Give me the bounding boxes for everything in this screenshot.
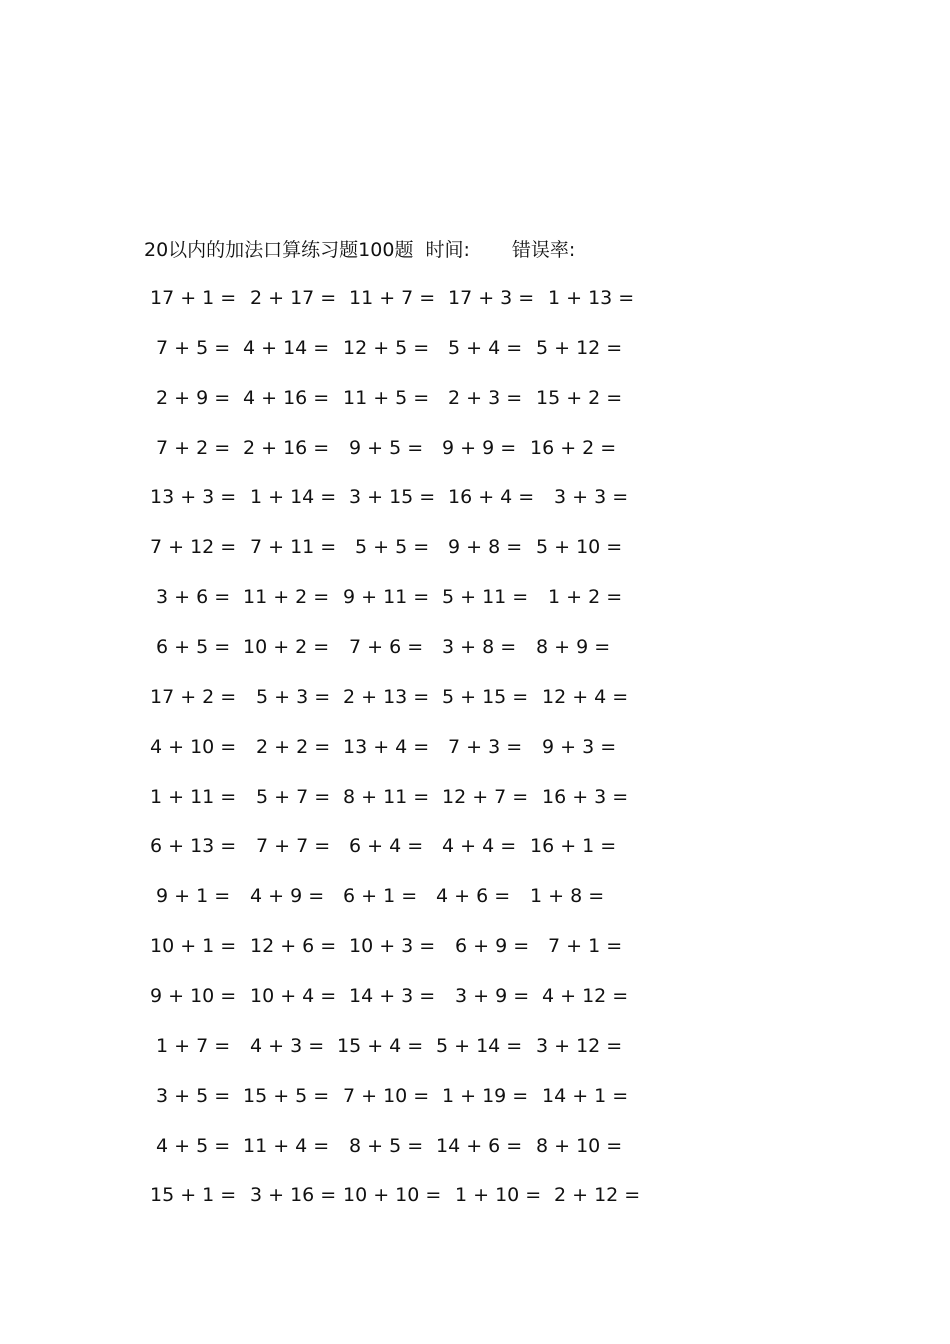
problem-cell: 4 + 14 = [243,336,330,359]
problem-cell: 15 + 4 = [337,1034,424,1057]
problem-cell: 1 + 14 = [250,486,337,509]
problem-cell: 4 + 12 = [542,984,629,1007]
problem-cell: 1 + 7 = [156,1034,231,1057]
problem-row [0,782,950,812]
problem-row [0,881,950,911]
problem-cell: 12 + 5 = [343,336,430,359]
problem-cell: 14 + 3 = [349,984,436,1007]
problem-cell: 1 + 8 = [530,885,605,908]
problem-cell: 7 + 5 = [156,336,231,359]
problem-cell: 11 + 2 = [243,586,330,609]
problem-row [0,1031,950,1061]
problem-row [0,433,950,463]
problem-row [0,333,950,363]
problem-cell: 5 + 3 = [256,685,331,708]
problem-cell: 11 + 7 = [349,287,436,309]
problem-cell: 4 + 6 = [436,885,511,908]
problem-cell: 3 + 6 = [156,586,231,609]
problem-cell: 15 + 5 = [243,1084,330,1107]
problem-cell: 7 + 7 = [256,835,331,858]
problem-cell: 3 + 8 = [442,636,517,658]
problem-cell: 5 + 12 = [536,336,623,359]
problem-cell: 8 + 5 = [349,1134,424,1157]
problem-cell: 8 + 9 = [536,636,611,658]
problem-cell: 7 + 6 = [349,636,424,658]
problem-cell: 5 + 11 = [442,586,529,609]
problem-cell: 2 + 17 = [250,287,337,309]
problem-cell: 9 + 10 = [150,984,237,1007]
problem-cell: 16 + 3 = [542,785,629,808]
problem-cell: 4 + 9 = [250,885,325,908]
problem-cell: 11 + 4 = [243,1134,330,1157]
problem-cell: 5 + 10 = [536,536,623,559]
time-label: 时间: [425,239,470,261]
problem-cell: 3 + 5 = [156,1084,231,1107]
error-rate-label: 错误率: [511,239,576,261]
problem-row [0,482,950,512]
problem-cell: 4 + 4 = [442,835,517,858]
problem-cell: 3 + 16 = [250,1184,337,1207]
problem-cell: 3 + 15 = [349,486,436,509]
problem-cell: 15 + 1 = [150,1184,237,1207]
problem-cell: 3 + 3 = [554,486,629,509]
problem-row [0,732,950,762]
problem-row [0,582,950,612]
problem-cell: 5 + 5 = [355,536,430,559]
problem-cell: 4 + 3 = [250,1034,325,1057]
problem-cell: 12 + 4 = [542,685,629,708]
problem-cell: 1 + 2 = [548,586,623,609]
problem-cell: 9 + 3 = [542,735,617,758]
problem-cell: 6 + 5 = [156,636,231,658]
problem-row [0,831,950,861]
problem-cell: 2 + 3 = [448,386,523,409]
problem-cell: 16 + 1 = [530,835,617,858]
problem-cell: 2 + 12 = [554,1184,641,1207]
problem-row [0,383,950,413]
problem-cell: 1 + 11 = [150,785,237,808]
problem-cell: 13 + 4 = [343,735,430,758]
problem-cell: 12 + 7 = [442,785,529,808]
problem-cell: 3 + 9 = [455,984,530,1007]
problem-cell: 1 + 13 = [548,287,635,309]
worksheet-title: 20以内的加法口算练习题100题 [144,239,414,261]
problem-cell: 16 + 4 = [448,486,535,509]
problem-row [0,931,950,961]
problem-cell: 5 + 15 = [442,685,529,708]
problem-cell: 17 + 1 = [150,287,237,309]
problem-cell: 2 + 13 = [343,685,430,708]
problem-cell: 2 + 16 = [243,436,330,459]
problem-cell: 4 + 10 = [150,735,237,758]
problem-cell: 7 + 2 = [156,436,231,459]
problem-cell: 12 + 6 = [250,935,337,958]
problem-cell: 7 + 3 = [448,735,523,758]
problem-cell: 9 + 5 = [349,436,424,459]
problem-cell: 10 + 10 = [343,1184,442,1207]
problem-row [0,1180,950,1210]
problem-cell: 14 + 1 = [542,1084,629,1107]
problem-row [0,532,950,562]
problem-cell: 10 + 2 = [243,636,330,658]
problem-cell: 8 + 10 = [536,1134,623,1157]
problem-cell: 7 + 1 = [548,935,623,958]
problem-row [0,1081,950,1111]
problem-cell: 16 + 2 = [530,436,617,459]
problem-cell: 9 + 1 = [156,885,231,908]
problem-cell: 3 + 12 = [536,1034,623,1057]
problem-cell: 1 + 19 = [442,1084,529,1107]
problem-cell: 10 + 4 = [250,984,337,1007]
problem-cell: 10 + 1 = [150,935,237,958]
problem-cell: 8 + 11 = [343,785,430,808]
problem-cell: 7 + 12 = [150,536,237,559]
problem-cell: 6 + 9 = [455,935,530,958]
problem-cell: 11 + 5 = [343,386,430,409]
problem-cell: 7 + 11 = [250,536,337,559]
problem-cell: 6 + 1 = [343,885,418,908]
problem-cell: 17 + 3 = [448,287,535,309]
problem-cell: 14 + 6 = [436,1134,523,1157]
problem-row [0,283,950,313]
problem-cell: 2 + 9 = [156,386,231,409]
problem-row [0,682,950,712]
problem-cell: 10 + 3 = [349,935,436,958]
problem-cell: 9 + 11 = [343,586,430,609]
problem-cell: 7 + 10 = [343,1084,430,1107]
problem-cell: 4 + 16 = [243,386,330,409]
problem-cell: 17 + 2 = [150,685,237,708]
problem-cell: 9 + 8 = [448,536,523,559]
problem-cell: 6 + 13 = [150,835,237,858]
problem-cell: 9 + 9 = [442,436,517,459]
problem-cell: 5 + 14 = [436,1034,523,1057]
problem-cell: 2 + 2 = [256,735,331,758]
problem-row [0,632,950,662]
problem-cell: 5 + 4 = [448,336,523,359]
problem-cell: 5 + 7 = [256,785,331,808]
problem-row [0,981,950,1011]
problem-row [0,1131,950,1161]
problem-cell: 1 + 10 = [455,1184,542,1207]
problem-cell: 15 + 2 = [536,386,623,409]
problem-cell: 6 + 4 = [349,835,424,858]
problem-cell: 4 + 5 = [156,1134,231,1157]
problem-cell: 13 + 3 = [150,486,237,509]
